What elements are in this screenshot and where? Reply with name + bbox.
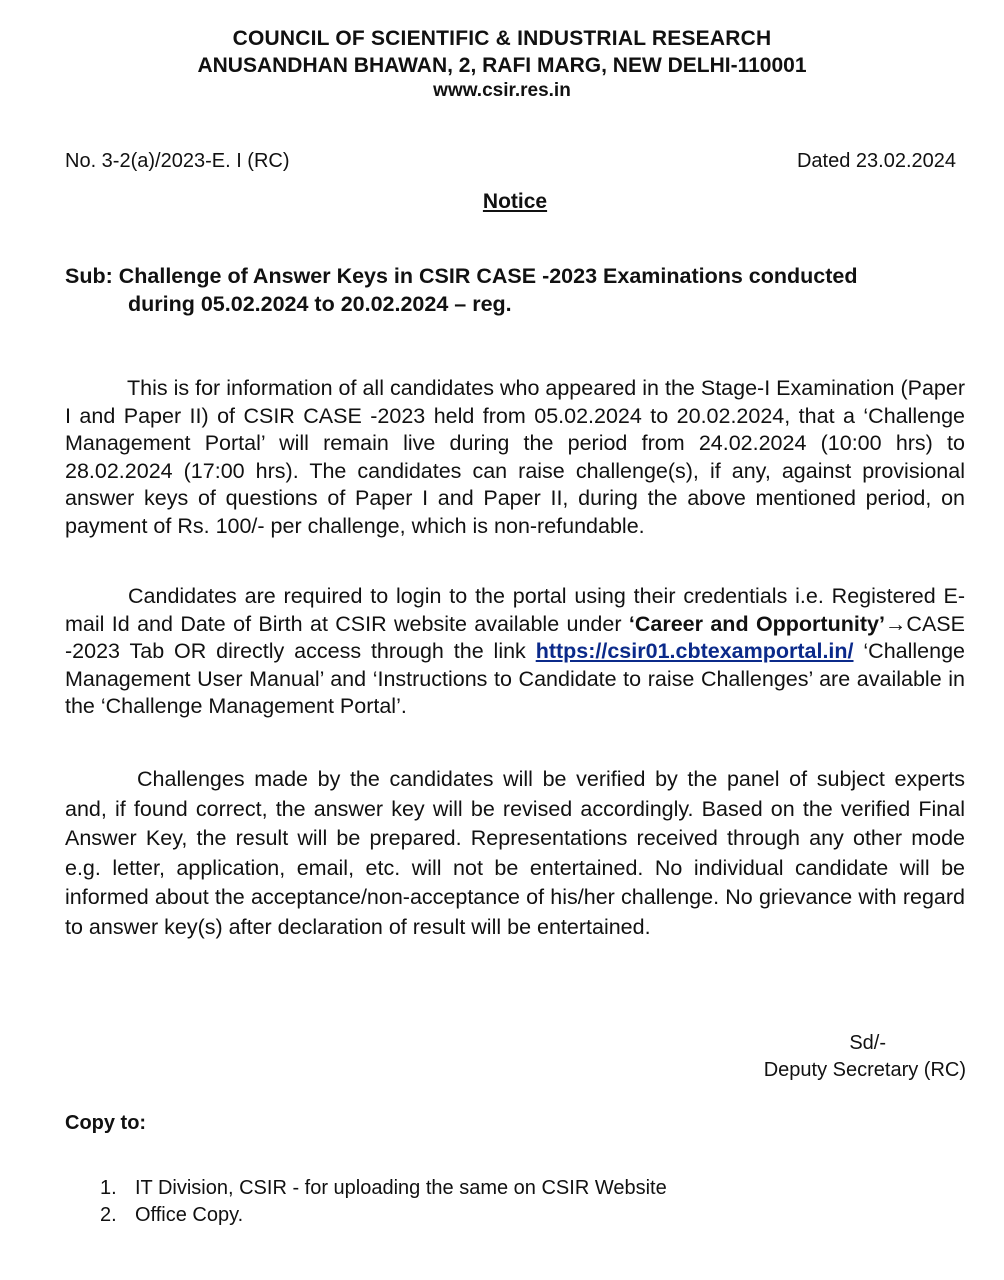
paragraph-login (65, 583, 965, 721)
subject (65, 262, 967, 318)
notice-date: Dated 23.02.2024 (796, 150, 956, 172)
notice-title: Notice (482, 190, 548, 213)
list-item-number: 2. (100, 1204, 117, 1226)
paragraph-verification: Challenges made by the candidates will be verified by the panel of subject experts and, if found correct, the answer key will be revised accordingly. Based on the verified Final Answer Key, the result will be prepared. Representations received through any other mode e.g. letter, application, email, etc. will not be entertained. No individual candidate will be informed about the acceptance/non-acceptance of his/her challenge. No grievance with regard to answer key(s) after declaration of result will be entertained. (65, 767, 965, 939)
list-item-number: 1. (100, 1177, 117, 1199)
organization-address: ANUSANDHAN BHAWAN, 2, RAFI MARG, NEW DELHI-110001 (197, 54, 807, 77)
copy-to-label: Copy to: (65, 1112, 147, 1134)
paragraph-info: This is for information of all candidates who appeared in the Stage-I Examination (Paper I and Paper II) of CSIR CASE -2023 held from 05.02.2024 to 20.02.2024, that a ‘Challenge Management Portal’ will remain live during the period from 24.02.2024 (10:00 hrs) to 28.02.2024 (17:00 hrs). The candidates can raise challenge(s), if any, against provisional answer keys of questions of Paper I and Paper II, during the above mentioned period, on payment of Rs. 100/- per challenge, which is non-refundable. (65, 376, 965, 538)
subject-line-2: during 05.02.2024 to 20.02.2024 – reg. (128, 292, 512, 316)
list-item (100, 1202, 667, 1229)
career-opportunity-text: ‘Career and Opportunity’ (628, 611, 885, 636)
portal-link[interactable]: https://csir01.cbtexamportal.in/ (535, 639, 854, 663)
reference-number: No. 3-2(a)/2023-E. I (RC) (65, 150, 290, 172)
organization-name: COUNCIL OF SCIENTIFIC & INDUSTRIAL RESEARCH (232, 27, 772, 50)
list-item-text: IT Division, CSIR - for uploading the same on CSIR Website (135, 1177, 667, 1199)
copy-to-list (100, 1175, 667, 1229)
login-text-3: ‘Challenge Management User Manual’ and ‘Instructions to Candidate to raise Challenges’ are available in the ‘Challenge Management Portal’. (65, 639, 966, 718)
list-item (100, 1175, 667, 1202)
signature-sd: Sd/- (849, 1032, 886, 1054)
signatory-title: Deputy Secretary (RC) (763, 1059, 966, 1081)
login-text-2: →CASE -2023 Tab OR directly access through the link (65, 611, 965, 663)
organization-website: www.csir.res.in (433, 80, 571, 101)
list-item-text: Office Copy. (135, 1204, 244, 1226)
subject-line-1: Sub: Challenge of Answer Keys in CSIR CASE -2023 Examinations conducted (65, 264, 858, 288)
login-text-1: Candidates are required to login to the portal using their credentials i.e. Registered E-mail Id and Date of Birth at CSIR website available under (65, 584, 965, 636)
